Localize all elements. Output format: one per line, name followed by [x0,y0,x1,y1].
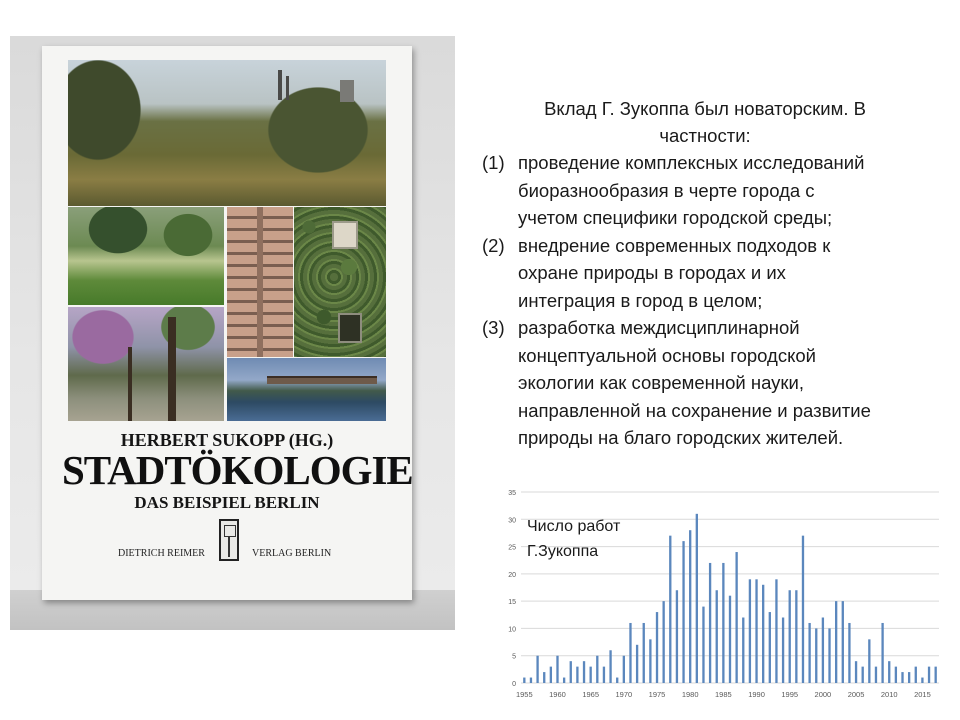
y-tick-label: 30 [508,517,516,525]
bar [603,667,605,683]
bar [556,656,558,683]
bar [523,678,525,683]
cover-photo-landscape [68,60,386,206]
y-tick-label: 20 [508,571,516,579]
bar [921,678,923,683]
bar [835,601,837,683]
cover-photo-river [227,358,386,421]
x-tick-label: 1980 [681,690,699,699]
x-tick-label: 1955 [515,690,533,699]
list-line: внедрение современных подходов к [518,234,831,256]
bar [636,645,638,683]
x-tick-label: 2000 [814,690,832,699]
bar [616,678,618,683]
chart-annotation [527,514,620,564]
bar [536,656,538,683]
bar [775,579,777,683]
cover-photo-building [227,207,293,357]
list-line: биоразнообразия в черте города с [518,179,815,201]
bar [576,667,578,683]
bar [881,623,883,683]
bar [762,585,764,683]
bar [901,672,903,683]
y-tick-label: 0 [512,681,516,688]
publisher-logo [219,519,239,561]
x-tick-label: 1995 [781,690,799,699]
x-tick-label: 1970 [615,690,633,699]
list-item [482,149,952,232]
list-line: разработка междисциплинарной [518,317,800,338]
y-tick-label: 25 [508,544,516,552]
list-number: (3) [482,317,505,338]
list-item [482,314,952,452]
bar [570,661,572,683]
bar [769,612,771,683]
bar [782,618,784,683]
cover-publisher-name: DIETRICH REIMER [118,548,205,559]
bar [689,530,691,683]
list-number: (1) [482,152,505,173]
bar [895,667,897,683]
bar [609,650,611,683]
bar [530,678,532,683]
contributions-list [482,149,952,452]
bar [822,618,824,683]
bar [662,601,664,683]
bar [868,639,870,683]
bar [915,667,917,683]
cover-photo-street-trees [68,307,224,421]
bar [862,667,864,683]
bar [682,541,684,683]
bar [629,623,631,683]
bar [596,656,598,683]
x-tick-label: 1960 [549,690,566,699]
bar [855,661,857,683]
bar [842,601,844,683]
bar [789,590,791,683]
bar [742,618,744,683]
bar [875,667,877,683]
bar [716,590,718,683]
list-number: (2) [482,234,505,256]
bar [908,672,910,683]
bar [656,612,658,683]
bar [709,563,711,683]
bar [696,514,698,683]
bar [828,628,830,683]
y-tick-label: 5 [512,653,516,661]
list-line: учетом специфики городской среды; [518,207,833,228]
bar [729,596,731,683]
list-line: охране природы в городах и их [518,262,786,283]
cover-author: HERBERT SUKOPP (HG.) [120,430,334,450]
cover-publisher-city: VERLAG BERLIN [252,548,332,559]
bar [802,536,804,683]
cover-photo-ivy-wall [294,207,386,357]
bar [669,536,671,683]
bar [543,672,545,683]
list-line: направленной на сохранение и развитие [518,399,871,421]
bar [623,656,625,683]
bar [563,678,565,683]
x-tick-label: 2015 [914,690,931,699]
bar [755,579,757,683]
bar [815,628,817,683]
bar [749,579,751,683]
bar [795,590,797,683]
bar [643,623,645,683]
cover-title: STADTÖKOLOGIE [62,447,413,493]
x-tick-label: 1965 [582,690,600,699]
y-tick-label: 15 [508,599,516,607]
list-line: концептуальной основы городской [518,344,817,366]
bar [590,667,592,683]
heading-line-2: частности: [659,125,751,146]
bar [550,667,552,683]
x-tick-label: 2005 [847,690,865,699]
x-tick-label: 1985 [715,690,732,699]
list-line: природы на благо городских жителей. [518,427,844,448]
list-line: проведение комплексных исследований [518,152,865,173]
heading-line-1: Вклад Г. Зукоппа был новаторским. В [544,98,866,119]
bar [702,607,704,683]
chart-annotation-line-2: Г.Зукоппа [527,543,599,560]
list-line: экологии как современной науки, [518,372,804,393]
bar [928,667,930,683]
list-line: интеграция в город в целом; [518,289,763,311]
list-item [482,232,952,315]
y-tick-label: 35 [508,490,516,497]
bar [808,623,810,683]
bar [888,661,890,683]
cover-subtitle: DAS BEISPIEL BERLIN [134,493,320,512]
x-tick-label: 1990 [748,690,765,699]
bar [735,552,737,683]
bar [649,639,651,683]
bar [583,661,585,683]
bar [676,590,678,683]
chart-annotation-line-1: Число работ [527,518,621,535]
slide-heading [470,95,940,149]
bar [935,667,937,683]
x-tick-label: 2010 [880,690,898,699]
bar [722,563,724,683]
y-tick-label: 10 [508,626,516,634]
bar [848,623,850,683]
cover-photo-park [68,207,224,305]
x-tick-label: 1975 [648,690,666,699]
